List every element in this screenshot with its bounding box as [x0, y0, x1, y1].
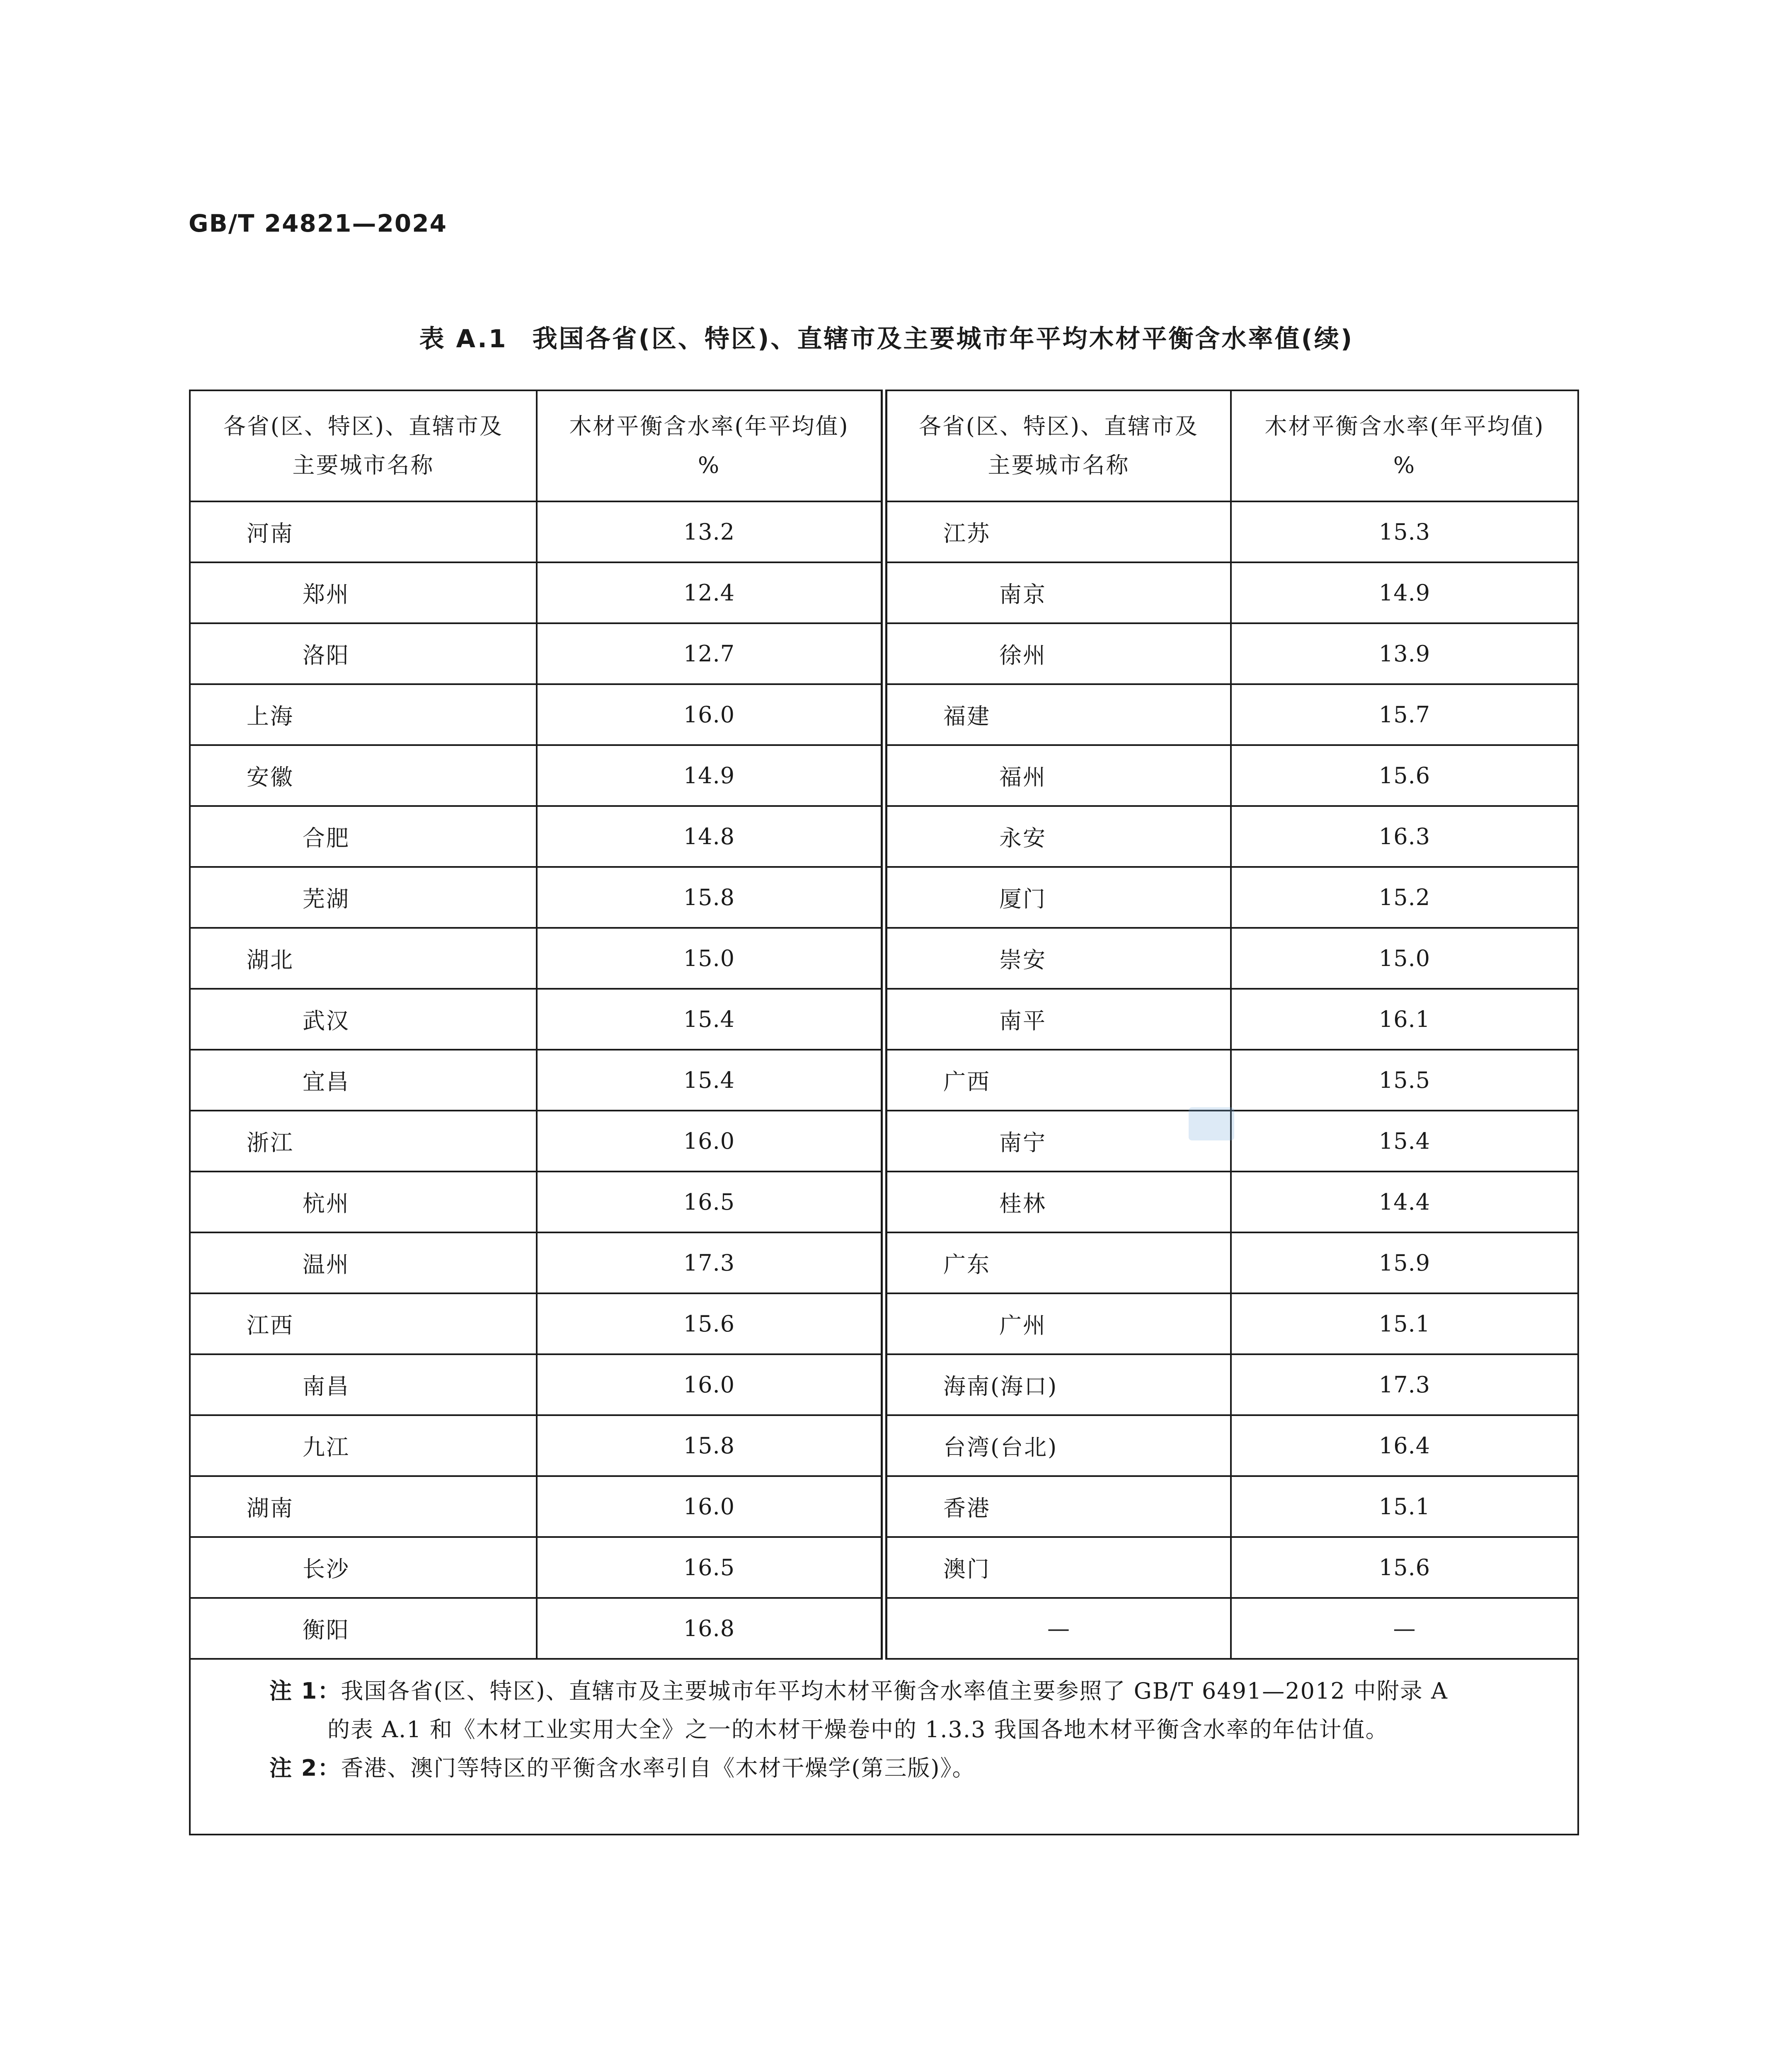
right-region-name: 福州 — [884, 745, 1231, 806]
left-moisture-value: 15.6 — [537, 1293, 884, 1354]
right-region-name: 台湾(台北) — [884, 1415, 1231, 1476]
right-moisture-value: 15.1 — [1231, 1476, 1578, 1537]
header-region-line2: 主要城市名称 — [292, 452, 434, 478]
table-row — [190, 1415, 1578, 1476]
note-1-label: 注 1： — [269, 1678, 341, 1704]
table-row — [190, 1050, 1578, 1111]
left-region-name: 上海 — [190, 684, 537, 745]
table-row — [190, 928, 1578, 989]
header-region-line1: 各省(区、特区)、直辖市及 — [918, 413, 1199, 439]
right-moisture-value: 16.1 — [1231, 989, 1578, 1050]
right-region-name: 福建 — [884, 684, 1231, 745]
right-moisture-value: 15.4 — [1231, 1111, 1578, 1172]
right-moisture-value: 15.5 — [1231, 1050, 1578, 1111]
left-moisture-value: 14.9 — [537, 745, 884, 806]
right-moisture-value: 15.2 — [1231, 867, 1578, 928]
table-row — [190, 623, 1578, 684]
left-region-name: 温州 — [190, 1232, 537, 1293]
table-row — [190, 684, 1578, 745]
left-moisture-value: 17.3 — [537, 1232, 884, 1293]
right-region-name: 南平 — [884, 989, 1231, 1050]
table-number: 表 A.1 — [419, 324, 508, 353]
note-1-text-line1: 我国各省(区、特区)、直辖市及主要城市年平均木材平衡含水率值主要参照了 GB/T 6491—2012 中附录 A — [341, 1678, 1448, 1704]
right-moisture-value: 15.6 — [1231, 745, 1578, 806]
right-moisture-value: 15.6 — [1231, 1537, 1578, 1598]
table-row — [190, 867, 1578, 928]
right-region-name: 南京 — [884, 562, 1231, 623]
right-moisture-value: 16.4 — [1231, 1415, 1578, 1476]
note-1-text-line2: 的表 A.1 和《木材工业实用大全》之一的木材干燥卷中的 1.3.3 我国各地木材平衡含水率的年估计值。 — [327, 1716, 1389, 1743]
note-2-text: 香港、澳门等特区的平衡含水率引自《木材干燥学(第三版)》。 — [341, 1755, 976, 1781]
right-moisture-value: 15.1 — [1231, 1293, 1578, 1354]
right-region-name: 徐州 — [884, 623, 1231, 684]
table-row — [190, 501, 1578, 562]
left-region-name: 九江 — [190, 1415, 537, 1476]
left-region-name: 郑州 — [190, 562, 537, 623]
right-region-name: 永安 — [884, 806, 1231, 867]
note-2-label: 注 2： — [269, 1755, 341, 1781]
table-notes — [191, 1672, 1577, 1788]
right-moisture-value: 14.4 — [1231, 1172, 1578, 1232]
table-row — [190, 1476, 1578, 1537]
left-moisture-value: 15.4 — [537, 989, 884, 1050]
left-moisture-value: 16.8 — [537, 1598, 884, 1659]
note-2 — [269, 1749, 1553, 1788]
table-header-row — [190, 390, 1578, 501]
header-value-right — [1231, 390, 1578, 501]
moisture-content-table — [189, 390, 1579, 1835]
right-moisture-value: 17.3 — [1231, 1354, 1578, 1415]
table-row — [190, 562, 1578, 623]
right-region-name: 崇安 — [884, 928, 1231, 989]
left-region-name: 南昌 — [190, 1354, 537, 1415]
left-region-name: 湖南 — [190, 1476, 537, 1537]
watermark-logo — [1189, 1107, 1234, 1140]
right-moisture-value: 15.0 — [1231, 928, 1578, 989]
table-row — [190, 1598, 1578, 1659]
header-region-line1: 各省(区、特区)、直辖市及 — [223, 413, 504, 439]
right-region-name: 桂林 — [884, 1172, 1231, 1232]
left-region-name: 合肥 — [190, 806, 537, 867]
left-region-name: 长沙 — [190, 1537, 537, 1598]
left-moisture-value: 16.0 — [537, 684, 884, 745]
right-moisture-value: 16.3 — [1231, 806, 1578, 867]
table-row — [190, 1232, 1578, 1293]
header-value-left — [537, 390, 884, 501]
header-value-line1: 木材平衡含水率(年平均值) — [569, 413, 849, 439]
header-value-line1: 木材平衡含水率(年平均值) — [1264, 413, 1545, 439]
left-region-name: 芜湖 — [190, 867, 537, 928]
table-row — [190, 989, 1578, 1050]
right-region-name: 广州 — [884, 1293, 1231, 1354]
note-1 — [269, 1672, 1553, 1749]
table-row — [190, 1172, 1578, 1232]
left-region-name: 安徽 — [190, 745, 537, 806]
right-region-name: 澳门 — [884, 1537, 1231, 1598]
left-moisture-value: 15.4 — [537, 1050, 884, 1111]
right-region-name: 广西 — [884, 1050, 1231, 1111]
left-region-name: 湖北 — [190, 928, 537, 989]
table-row — [190, 1537, 1578, 1598]
right-region-name: 江苏 — [884, 501, 1231, 562]
table-row — [190, 1111, 1578, 1172]
header-region-right — [884, 390, 1231, 501]
left-region-name: 武汉 — [190, 989, 537, 1050]
left-region-name: 宜昌 — [190, 1050, 537, 1111]
table-title-text: 我国各省(区、特区)、直辖市及主要城市年平均木材平衡含水率值(续) — [532, 324, 1354, 353]
right-region-name: 广东 — [884, 1232, 1231, 1293]
notes-row — [190, 1659, 1578, 1835]
left-region-name: 浙江 — [190, 1111, 537, 1172]
left-moisture-value: 16.0 — [537, 1476, 884, 1537]
right-region-name: 南宁 — [884, 1111, 1231, 1172]
left-moisture-value: 15.8 — [537, 1415, 884, 1476]
right-moisture-value: 15.9 — [1231, 1232, 1578, 1293]
left-moisture-value: 12.7 — [537, 623, 884, 684]
left-region-name: 洛阳 — [190, 623, 537, 684]
standard-code: GB/T 24821—2024 — [189, 209, 447, 237]
table-row — [190, 806, 1578, 867]
header-region-left — [190, 390, 537, 501]
table-title — [0, 319, 1773, 355]
right-moisture-value: 13.9 — [1231, 623, 1578, 684]
left-moisture-value: 14.8 — [537, 806, 884, 867]
header-region-line2: 主要城市名称 — [988, 452, 1130, 478]
left-moisture-value: 12.4 — [537, 562, 884, 623]
table-row — [190, 1354, 1578, 1415]
left-moisture-value: 16.0 — [537, 1354, 884, 1415]
left-region-name: 杭州 — [190, 1172, 537, 1232]
right-region-name: — — [884, 1598, 1231, 1659]
header-value-line2: % — [1393, 452, 1416, 478]
left-region-name: 河南 — [190, 501, 537, 562]
right-region-name: 厦门 — [884, 867, 1231, 928]
right-moisture-value: 15.3 — [1231, 501, 1578, 562]
left-moisture-value: 13.2 — [537, 501, 884, 562]
left-moisture-value: 15.0 — [537, 928, 884, 989]
left-region-name: 江西 — [190, 1293, 537, 1354]
left-moisture-value: 16.5 — [537, 1172, 884, 1232]
header-value-line2: % — [698, 452, 721, 478]
left-moisture-value: 16.0 — [537, 1111, 884, 1172]
notes-cell — [190, 1659, 1578, 1835]
right-region-name: 香港 — [884, 1476, 1231, 1537]
left-moisture-value: 16.5 — [537, 1537, 884, 1598]
table-row — [190, 745, 1578, 806]
left-moisture-value: 15.8 — [537, 867, 884, 928]
right-moisture-value: — — [1231, 1598, 1578, 1659]
right-moisture-value: 14.9 — [1231, 562, 1578, 623]
left-region-name: 衡阳 — [190, 1598, 537, 1659]
table-row — [190, 1293, 1578, 1354]
right-moisture-value: 15.7 — [1231, 684, 1578, 745]
right-region-name: 海南(海口) — [884, 1354, 1231, 1415]
